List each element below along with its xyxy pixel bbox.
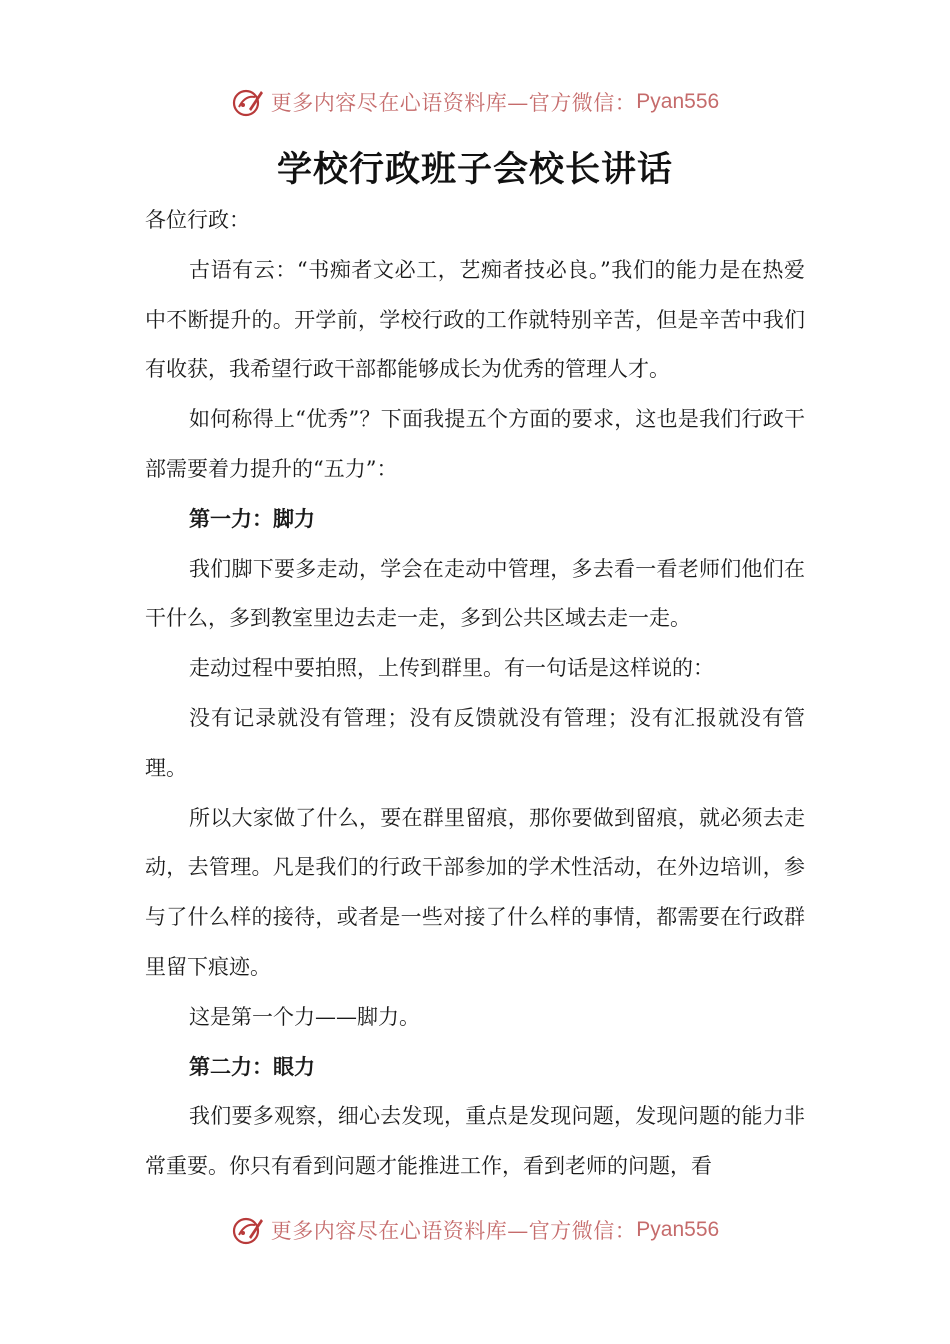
pen-swirl-logo-icon — [231, 1213, 265, 1247]
footer-banner-text: 更多内容尽在心语资料库—官方微信： — [270, 1219, 637, 1243]
document-title: 学校行政班子会校长讲话 — [276, 150, 673, 190]
paragraph-7: 这是第一个力——脚力。 — [189, 1004, 420, 1029]
paragraph-1: 古语有云：“书痴者文必工，艺痴者技必良。”我们的能力是在热爱中不断提升的。开学前，学校行政的工作就特别辛苦，但是辛苦中我们有收获，我希望行政干部都能够成长为优秀的管理人才。 — [145, 257, 805, 382]
header-banner-id: Pyan556 — [636, 90, 720, 113]
paragraph-4: 走动过程中要拍照，上传到群里。有一句话是这样说的： — [189, 656, 714, 681]
document-body — [145, 196, 805, 1192]
footer-banner — [0, 1210, 950, 1250]
section-heading-1: 第一力：脚力 — [189, 506, 315, 531]
pen-swirl-logo-icon — [231, 85, 265, 119]
footer-banner-id: Pyan556 — [636, 1218, 720, 1241]
paragraph-6: 所以大家做了什么，要在群里留痕，那你要做到留痕，就必须去走动，去管理。凡是我们的行政干部参加的学术性活动，在外边培训，参与了什么样的接待，或者是一些对接了什么样的事情，都需要在行政群里留下痕迹。 — [145, 805, 805, 979]
header-banner-text: 更多内容尽在心语资料库—官方微信： — [270, 91, 637, 115]
paragraph-8: 我们要多观察，细心去发现，重点是发现问题，发现问题的能力非常重要。你只有看到问题才能推进工作，看到老师的问题，看 — [145, 1104, 805, 1179]
header-banner — [0, 82, 950, 122]
section-heading-2: 第二力：眼力 — [189, 1054, 315, 1079]
salutation: 各位行政： — [145, 208, 250, 232]
paragraph-2: 如何称得上“优秀”？下面我提五个方面的要求，这也是我们行政干部需要着力提升的“五力”： — [145, 407, 805, 481]
paragraph-3: 我们脚下要多走动，学会在走动中管理，多去看一看老师们他们在干什么，多到教室里边去走一走，多到公共区域去走一走。 — [145, 556, 805, 631]
paragraph-5: 没有记录就没有管理；没有反馈就没有管理；没有汇报就没有管理。 — [145, 705, 805, 780]
